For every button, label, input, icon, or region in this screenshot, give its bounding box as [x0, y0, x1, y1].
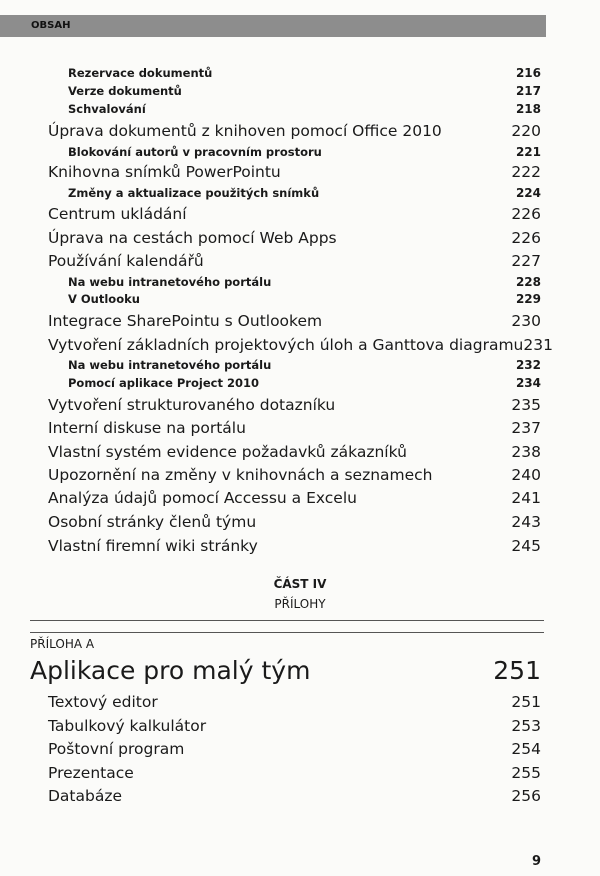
appendix-entry-page: 254 — [511, 740, 541, 758]
divider — [30, 620, 544, 621]
appendix-entry — [0, 787, 541, 805]
toc-entry — [0, 102, 541, 116]
running-header-bar — [0, 15, 546, 37]
part-title: PŘÍLOHY — [274, 597, 326, 611]
appendix-label: PŘÍLOHA A — [30, 637, 95, 651]
toc-entry-title: Vytvoření strukturovaného dotazníku — [48, 396, 336, 414]
toc-entry — [0, 229, 541, 247]
appendix-entry — [0, 693, 541, 711]
appendix-entry — [0, 764, 541, 782]
toc-entry-page: 238 — [511, 443, 541, 461]
toc-entry — [0, 205, 541, 223]
toc-entry-page: 241 — [511, 489, 541, 507]
toc-entry — [0, 292, 541, 306]
appendix-entry — [0, 717, 541, 735]
toc-entry — [0, 466, 541, 484]
toc-entry-title: Verze dokumentů — [68, 84, 182, 98]
appendix-title: Aplikace pro malý tým — [30, 656, 311, 685]
toc-entry — [0, 419, 541, 437]
toc-entry-title: Rezervace dokumentů — [68, 66, 213, 80]
toc-entry-title: Integrace SharePointu s Outlookem — [48, 312, 323, 330]
page-number: 9 — [532, 854, 542, 869]
toc-entry-title: Upozornění na změny v knihovnách a seznamech — [48, 466, 433, 484]
toc-entry — [0, 513, 541, 531]
toc-entry — [0, 163, 541, 181]
toc-entry-title: Schvalování — [68, 102, 146, 116]
appendix-entry-title: Databáze — [48, 787, 123, 805]
toc-entry — [0, 376, 541, 390]
appendix-entry-title: Textový editor — [48, 693, 158, 711]
toc-entry-title: Analýza údajů pomocí Accessu a Excelu — [48, 489, 357, 507]
toc-entry-page: 230 — [511, 312, 541, 330]
toc-entry-page: 226 — [511, 205, 541, 223]
toc-entry — [0, 84, 541, 98]
toc-entry-page: 220 — [511, 122, 541, 140]
part-number: ČÁST IV — [273, 577, 327, 591]
toc-entry-title: Osobní stránky členů týmu — [48, 513, 257, 531]
toc-entry-page: 218 — [515, 102, 541, 116]
toc-entry-title: Úprava na cestách pomocí Web Apps — [48, 229, 337, 247]
toc-entry — [0, 396, 541, 414]
appendix-entry-page: 251 — [511, 693, 541, 711]
toc-entry-page: 232 — [515, 358, 541, 372]
toc-entry-title: Vlastní firemní wiki stránky — [48, 537, 258, 555]
toc-entry — [0, 66, 541, 80]
toc-entry-title: Na webu intranetového portálu — [68, 275, 272, 289]
toc-entry — [0, 336, 553, 354]
appendix-entry-page: 255 — [511, 764, 541, 782]
toc-entry-page: 234 — [515, 376, 541, 390]
toc-entry-page: 245 — [511, 537, 541, 555]
toc-entry — [0, 312, 541, 330]
toc-entry — [0, 537, 541, 555]
toc-entry-title: Změny a aktualizace použitých snímků — [68, 186, 320, 200]
appendix-title-row — [0, 656, 541, 685]
appendix-entry-title: Poštovní program — [48, 740, 185, 758]
toc-entry-title: Vytvoření základních projektových úloh a Ganttova diagramu — [48, 336, 524, 354]
toc-entry — [0, 122, 541, 140]
toc-entry-page: 216 — [515, 66, 541, 80]
toc-entry-page: 237 — [511, 419, 541, 437]
toc-entry-page: 228 — [515, 275, 541, 289]
appendix-entry-title: Tabulkový kalkulátor — [48, 717, 207, 735]
toc-entry-title: V Outlooku — [68, 292, 140, 306]
appendix-entry-page: 253 — [511, 717, 541, 735]
toc-entry-page: 221 — [515, 145, 541, 159]
appendix-page: 251 — [493, 656, 541, 685]
running-header-title: OBSAH — [31, 20, 71, 31]
toc-entry-page: 217 — [515, 84, 541, 98]
toc-entry-title: Knihovna snímků PowerPointu — [48, 163, 281, 181]
toc-entry-page: 243 — [511, 513, 541, 531]
toc-entry-page: 224 — [515, 186, 541, 200]
toc-entry — [0, 252, 541, 270]
toc-entry-page: 229 — [515, 292, 541, 306]
toc-entry-title: Blokování autorů v pracovním prostoru — [68, 145, 322, 159]
appendix-entry-title: Prezentace — [48, 764, 134, 782]
toc-entry — [0, 443, 541, 461]
toc-entry-title: Centrum ukládání — [48, 205, 187, 223]
toc-entry-title: Na webu intranetového portálu — [68, 358, 272, 372]
toc-entry-page: 231 — [523, 336, 553, 354]
toc-entry — [0, 145, 541, 159]
toc-entry — [0, 275, 541, 289]
toc-entry-page: 235 — [511, 396, 541, 414]
toc-entry-title: Používání kalendářů — [48, 252, 204, 270]
toc-entry-page: 227 — [511, 252, 541, 270]
divider — [30, 632, 544, 633]
toc-entry-page: 222 — [511, 163, 541, 181]
toc-entry-title: Vlastní systém evidence požadavků zákazníků — [48, 443, 407, 461]
toc-entry-page: 240 — [511, 466, 541, 484]
toc-entry-title: Úprava dokumentů z knihoven pomocí Office 2010 — [48, 122, 442, 140]
toc-entry — [0, 489, 541, 507]
appendix-entry — [0, 740, 541, 758]
toc-entry-title: Pomocí aplikace Project 2010 — [68, 376, 259, 390]
toc-entry-page: 226 — [511, 229, 541, 247]
appendix-entry-page: 256 — [511, 787, 541, 805]
toc-entry-title: Interní diskuse na portálu — [48, 419, 246, 437]
toc-entry — [0, 358, 541, 372]
toc-entry — [0, 186, 541, 200]
